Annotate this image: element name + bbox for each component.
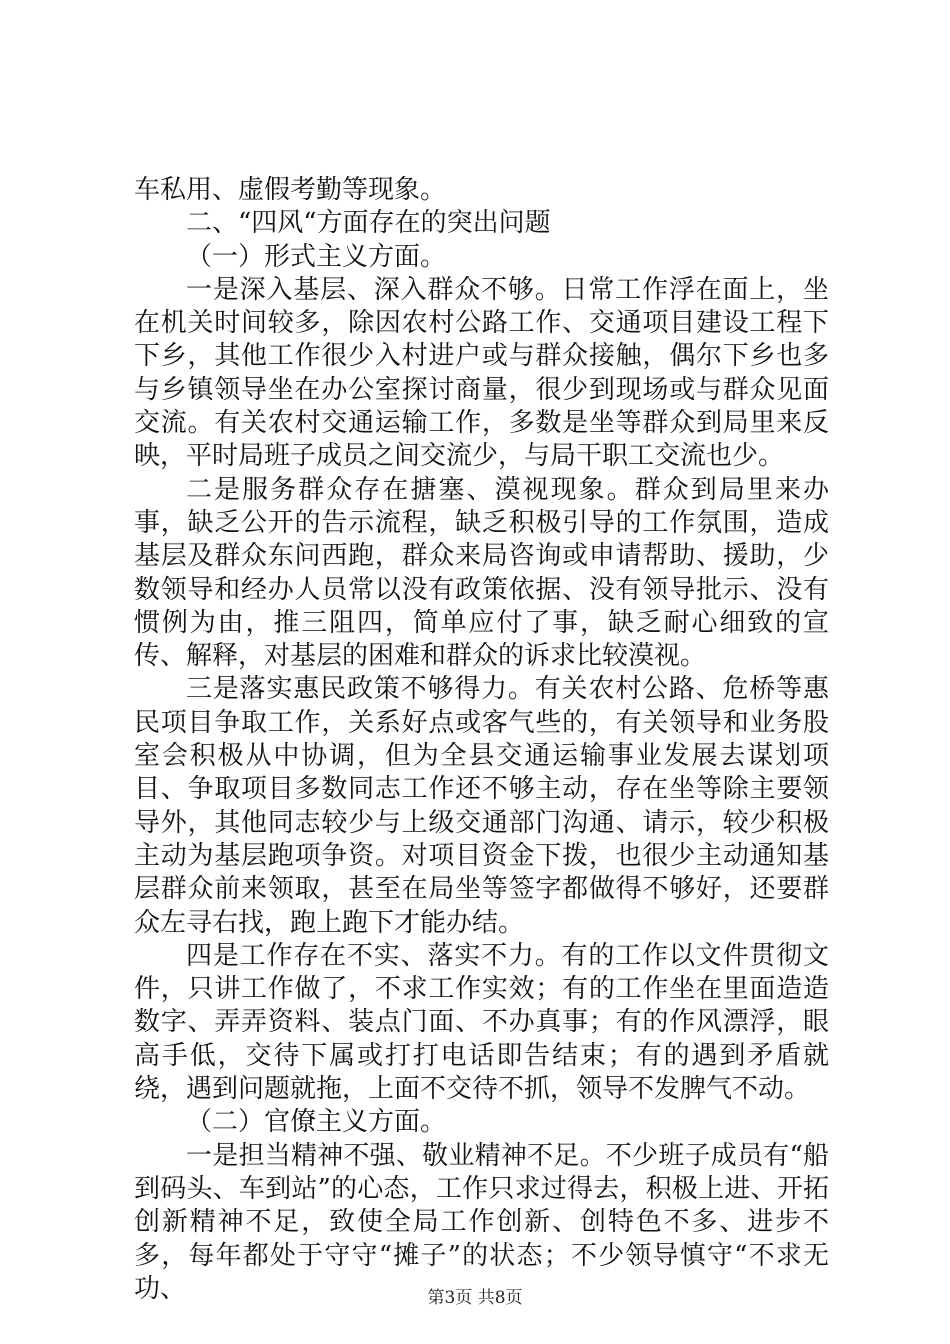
subsection-heading-bureaucratism: （二）官僚主义方面。	[186, 1107, 447, 1138]
section-heading-four-winds: 二、“四风“方面存在的突出问题	[186, 208, 551, 239]
document-body	[134, 174, 829, 1306]
paragraph-formalism-point-2: 二是服务群众存在搪塞、漠视现象。群众到局里来办事，缺乏公开的告示流程，缺乏积极引导的工作氛围，造成基层及群众东问西跑，群众来局咨询或申请帮助、援助，少数领导和经办人员常以没有政策依据、没有领导批示、没有惯例为由，推三阻四，简单应付了事，缺乏耐心细致的宣传、解释，对基层的困难和群众的诉求比较漠视。	[134, 474, 829, 672]
paragraph-continuation: 车私用、虚假考勤等现象。	[134, 175, 447, 205]
paragraph-formalism-point-1: 一是深入基层、深入群众不够。日常工作浮在面上，坐在机关时间较多，除因农村公路工作、交通项目建设工程下下乡，其他工作很少入村进户或与群众接触，偶尔下乡也多与乡镇领导坐在办公室探讨商量，很少到现场或与群众见面交流。有关农村交通运输工作，多数是坐等群众到局里来反映，平时局班子成员之间交流少，与局干职工交流也少。	[134, 274, 829, 472]
paragraph-formalism-point-3: 三是落实惠民政策不够得力。有关农村公路、危桥等惠民项目争取工作，关系好点或客气些的，有关领导和业务股室会积极从中协调，但为全县交通运输事业发展去谋划项目、争取项目多数同志工作还不够主动，存在坐等除主要领导外，其他同志较少与上级交通部门沟通、请示，较少积极主动为基层跑项争资。对项目资金下拨，也很少主动通知基层群众前来领取，甚至在局坐等签字都做得不够好，还要群众左寻右找，跑上跑下才能办结。	[134, 674, 829, 938]
subsection-heading-formalism: （一）形式主义方面。	[186, 241, 447, 272]
paragraph-bureaucratism-point-1: 一是担当精神不强、敬业精神不足。不少班子成员有“船到码头、车到站”的心态，工作只求过得去，积极上进、开拓创新精神不足，致使全局工作创新、创特色不多、进步不多，每年都处于守守“摊子”的状态；不少领导慎守“不求无功、	[134, 1140, 829, 1304]
page-footer: 第3页 共8页	[427, 1288, 523, 1308]
paragraph-formalism-point-4: 四是工作存在不实、落实不力。有的工作以文件贯彻文件，只讲工作做了，不求工作实效；有的工作坐在里面造造数字、弄弄资料、装点门面、不办真事；有的作风漂浮，眼高手低，交待下属或打打电话即告结束；有的遇到矛盾就绕，遇到问题就拖，上面不交待不抓，领导不发脾气不动。	[134, 940, 829, 1105]
